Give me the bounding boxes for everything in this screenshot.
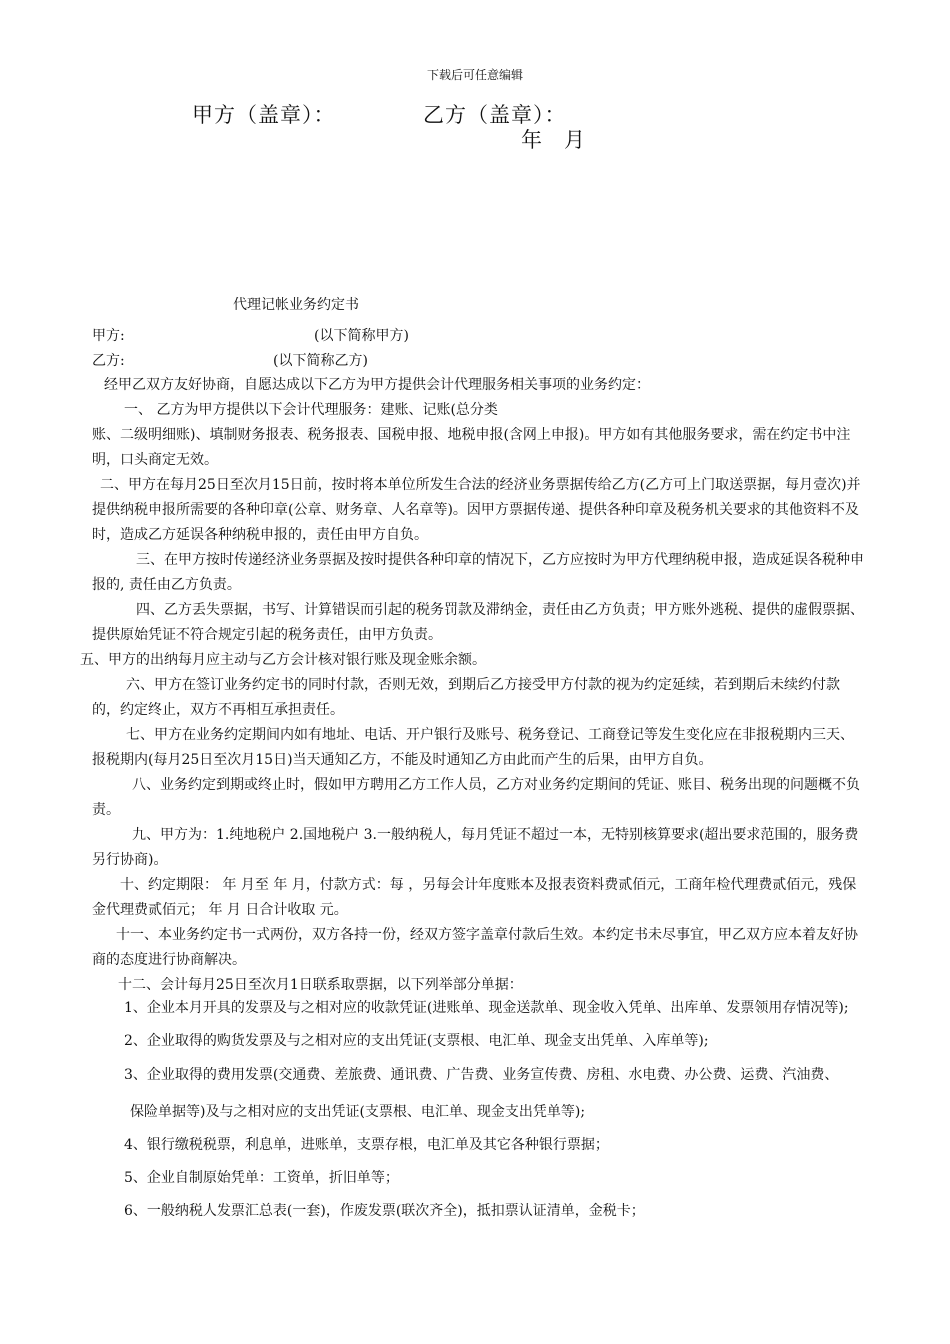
clause-3: 三、在甲方按时传递经济业务票据及按时提供各种印章的情况下，乙方应按时为甲方代理纳税申报，造成延误各税种申报的, 责任由乙方负责。 [92, 552, 864, 593]
doc-item-5: 5、企业自制原始凭单：工资单，折旧单等； [124, 1170, 399, 1186]
clause-9: 九、甲方为：1.纯地税户 2.国地税户 3.一般纳税人，每月凭证不超过一本，无特别核算要求(超出要求范围的，服务费另行协商)。 [92, 827, 859, 868]
party-b-label: 乙方: [92, 353, 125, 369]
clause-11: 十一、本业务约定书一式两份，双方各持一份，经双方签字盖章付款后生效。本约定书未尽事宜，甲乙双方应本着友好协商的态度进行协商解决。 [92, 927, 858, 968]
doc-item-3-cont: 保险单据等)及与之相对应的支出凭证(支票根、电汇单、现金支出凭单等); [130, 1104, 586, 1120]
document-title: 代理记帐业务约定书 [233, 297, 359, 313]
clause-5: 五、甲方的出纳每月应主动与乙方会计核对银行账及现金账余额。 [80, 652, 486, 668]
clauses [80, 373, 866, 998]
signature-year: 年 [521, 128, 542, 152]
clause-intro: 经甲乙双方友好协商，自愿达成以下乙方为甲方提供会计代理服务相关事项的业务约定： [104, 377, 650, 393]
clause-2: 二、甲方在每月25日至次月15日前，按时将本单位所发生合法的经济业务票据传给乙方(乙方可上门取送票据，每月壹次)并提供纳税申报所需要的各种印章(公章、财务章、人名章等)。因甲方票据传递、提供各种印章及税务机关要求的其他资料不及时，造成乙方延误各种纳税申报的，责任由甲方自负。 [92, 477, 861, 543]
clause-6: 六、甲方在签订业务约定书的同时付款，否则无效，到期后乙方接受甲方付款的视为约定延续，若到期后未续约付款的，约定终止，双方不再相互承担责任。 [92, 677, 840, 718]
party-b-seal-label: 乙方（盖章）： [423, 103, 567, 127]
signature-date [521, 124, 585, 154]
party-a-note: (以下简称甲方) [314, 328, 409, 344]
doc-item-2: 2、企业取得的购货发票及与之相对应的支出凭证(支票根、电汇单、现金支出凭单、入库单等); [124, 1033, 709, 1049]
doc-item-3: 3、企业取得的费用发票(交通费、差旅费、通讯费、广告费、业务宣传费、房租、水电费、办公费、运费、汽油费、 [124, 1067, 839, 1083]
header-note: 下载后可任意编辑 [426, 68, 523, 82]
clause-12: 十二、会计每月25日至次月1日联系取票据，以下列举部分单据： [118, 977, 523, 993]
party-a-seal-label: 甲方（盖章）： [192, 103, 336, 127]
party-b-note: (以下简称乙方) [273, 353, 368, 369]
clause-4: 四、乙方丢失票据，书写、计算错误而引起的税务罚款及滞纳金，责任由乙方负责；甲方账外逃税、提供的虚假票据、提供原始凭证不符合规定引起的税务责任，由甲方负责。 [92, 602, 864, 643]
clause-7: 七、甲方在业务约定期间内如有地址、电话、开户银行及账号、税务登记、工商登记等发生变化应在非报税期内三天、报税期内(每月25日至次月15日)当天通知乙方，不能及时通知乙方由此而产生的后果，由甲方自负。 [92, 727, 854, 768]
doc-item-1: 1、企业本月开具的发票及与之相对应的收款凭证(进账单、现金送款单、现金收入凭单、出库单、发票领用存情况等); [124, 1000, 849, 1016]
signature-month: 月 [564, 128, 585, 152]
clause-1-line-1: 一、 乙方为甲方提供以下会计代理服务：建账、记账(总分类 [124, 402, 498, 418]
clause-1-line-2: 账、二级明细账)、填制财务报表、税务报表、国税申报、地税申报(含网上申报)。甲方如有其他服务要求，需在约定书中注明，口头商定无效。 [92, 427, 851, 468]
doc-item-6: 6、一般纳税人发票汇总表(一套)，作废发票(联次齐全)，抵扣票认证清单，金税卡； [124, 1203, 645, 1219]
doc-item-4: 4、银行缴税税票，利息单，进账单，支票存根，电汇单及其它各种银行票据； [124, 1137, 609, 1153]
clause-10: 十、约定期限： 年 月至 年 月，付款方式：每 ，另每会计年度账本及报表资料费贰佰元，工商年检代理费贰佰元，残保金代理费贰佰元； 年 月 日合计收取 元。 [92, 877, 857, 918]
clause-8: 八、业务约定到期或终止时，假如甲方聘用乙方工作人员，乙方对业务约定期间的凭证、账目、税务出现的问题概不负责。 [92, 777, 860, 818]
party-a-label: 甲方: [92, 328, 125, 344]
